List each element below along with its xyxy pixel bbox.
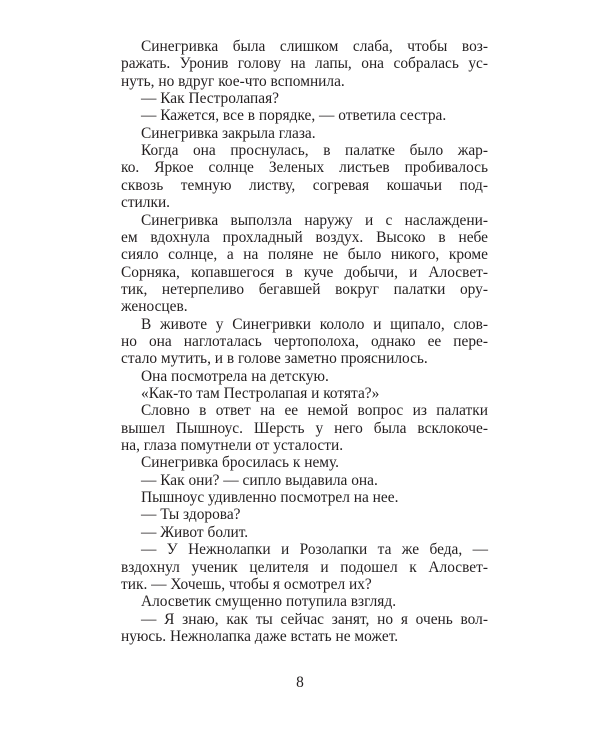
- text-line: женосцев.: [121, 298, 188, 316]
- text-line: — Как они? — сипло выдавила она.: [141, 471, 378, 489]
- page-number: 8: [296, 674, 304, 691]
- text-line: ражать. Уронив голову на лапы, она собралась ус-: [121, 55, 488, 73]
- text-line: Словно в ответ на ее немой вопрос из палатки: [141, 402, 488, 420]
- text-line: на, глаза помутнели от усталости.: [121, 437, 344, 455]
- text-line: ко. Яркое солнце Зеленых листьев пробивалось: [121, 159, 488, 177]
- text-line: вышел Пышноус. Шерсть у него была всклокоче-: [121, 419, 488, 437]
- text-line: Пышноус удивленно посмотрел на нее.: [141, 489, 399, 507]
- text-line: В животе у Синегривки кололо и щипало, слов-: [141, 315, 488, 333]
- text-line: тик. — Хочешь, чтобы я осмотрел их?: [121, 575, 372, 593]
- text-line: нуть, но вдруг кое-что вспомнила.: [121, 72, 345, 90]
- text-line: — Кажется, все в порядке, — ответила сестра.: [141, 107, 447, 125]
- text-line: сияло солнце, а на поляне не было никого, кроме: [121, 246, 488, 264]
- text-line: Она посмотрела на детскую.: [141, 367, 329, 385]
- text-line: стилки.: [121, 194, 171, 212]
- text-line: «Как-то там Пестролапая и котята?»: [141, 385, 380, 402]
- text-line: Синегривка закрыла глаза.: [141, 124, 316, 142]
- text-line: тик, нетерпеливо бегавшей вокруг палатки ору-: [121, 280, 488, 298]
- text-line: сквозь темную листву, согревая кошачьи под-: [121, 176, 488, 194]
- text-line: Когда она проснулась, в палатке было жар-: [141, 142, 488, 160]
- text-line: Синегривка выползла наружу и с наслаждени-: [141, 211, 488, 229]
- text-line: Алосветик смущенно потупила взгляд.: [141, 593, 397, 611]
- text-line: — Живот болит.: [141, 523, 249, 541]
- text-line: Синегривка была слишком слаба, чтобы воз-: [141, 38, 488, 55]
- text-line: ем вдохнула прохладный воздух. Высоко в небе: [121, 228, 488, 246]
- text-line: — Как Пестролапая?: [141, 90, 280, 108]
- text-line: но она наглоталась чертополоха, однако ее пере-: [121, 332, 488, 350]
- text-line: Синегривка бросилась к нему.: [141, 454, 340, 472]
- text-line: — Ты здорова?: [141, 506, 241, 524]
- text-line: — Я знаю, как ты сейчас занят, но я очень вол-: [141, 610, 488, 628]
- text-line: стало мутить, и в голове заметно прояснилось.: [121, 350, 428, 368]
- text-line: нуюсь. Нежнолапка даже встать не может.: [121, 627, 399, 645]
- text-line: вздохнул ученик целителя и подошел к Алосвет-: [121, 558, 488, 576]
- text-line: Сорняка, копавшегося в куче добычи, и Алосвет-: [121, 263, 488, 281]
- text-line: — У Нежнолапки и Розолапки та же беда, —: [141, 541, 488, 559]
